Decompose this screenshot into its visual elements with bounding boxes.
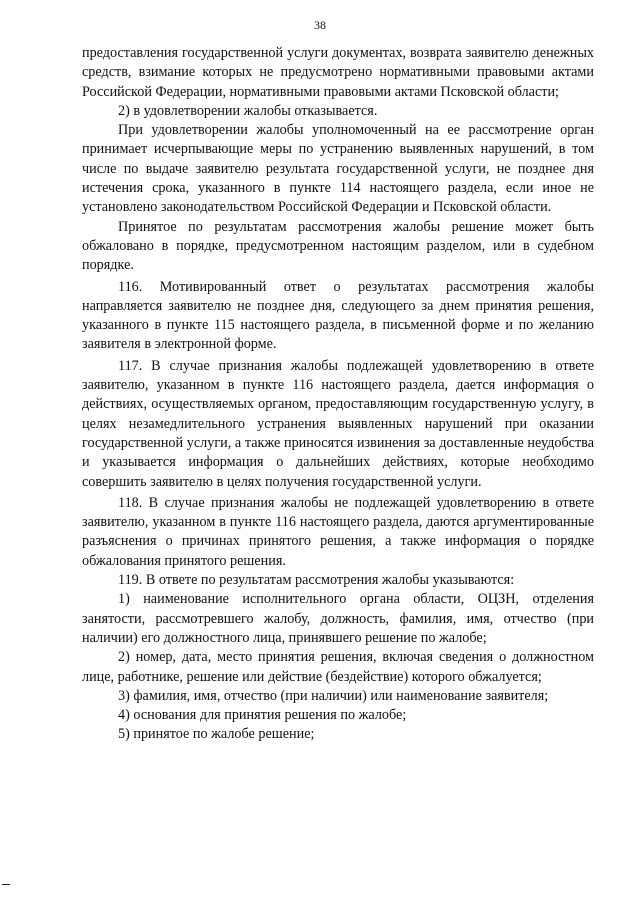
list-item-119-4: 4) основания для принятия решения по жалобе; — [118, 707, 407, 724]
paragraph-117: 117. В случае признания жалобы подлежащей удовлетворению в ответе заявителю, указанном в пункте 116 настоящего раздела, дается информация о действиях, осуществляемых органом, предоставляющим государственную услугу, в целях незамедлительного устранения выявленных нарушений при оказании государственной услуги, а также приносятся извинения за доставленные неудобства и указывается информация о дальнейших действиях, которые необходимо совершить заявителю в целях получения государственной услуги. — [82, 357, 594, 490]
scan-margin-mark — [2, 884, 10, 885]
paragraph-continuation: предоставления государственной услуги документах, возврата заявителю денежных средств, взимание которых не предусмотрено нормативными правовыми актами Российской Федерации, нормативными правовыми актами Псковской области; — [82, 45, 594, 100]
list-item-119-1: 1) наименование исполнительного органа области, ОЦЗН, отделения занятости, рассмотревшего жалобу, должность, фамилия, имя, отчество (при наличии) его должностного лица, принявшего решение по жалобе; — [82, 591, 594, 646]
list-item-119-3: 3) фамилия, имя, отчество (при наличии) или наименование заявителя; — [118, 687, 549, 704]
list-item-119-2: 2) номер, дата, место принятия решения, включая сведения о должностном лице, работнике, решение или действие (бездействие) которого обжалуется; — [82, 649, 594, 685]
page-number: 38 — [314, 18, 326, 32]
paragraph-item-2-refuse: 2) в удовлетворении жалобы отказывается. — [118, 102, 378, 119]
paragraph-satisfaction-measures: При удовлетворении жалобы уполномоченный на ее рассмотрение орган принимает исчерпывающие меры по устранению выявленных нарушений, в том числе по выдаче заявителю результата государственной услуги, не позднее дня истечения срока, указанного в пункте 114 настоящего раздела, если иное не установлено законодательством Российской Федерации и Псковской области. — [82, 122, 594, 216]
paragraph-119: 119. В ответе по результатам рассмотрения жалобы указываются: — [118, 572, 515, 589]
list-item-119-5: 5) принятое по жалобе решение; — [118, 726, 315, 743]
paragraph-118: 118. В случае признания жалобы не подлежащей удовлетворению в ответе заявителю, указанном в пункте 116 настоящего раздела, даются аргументированные разъяснения о причинах принятого решения, а также информация о порядке обжалования принятого решения. — [82, 494, 594, 569]
document-body — [82, 44, 594, 745]
paragraph-116: 116. Мотивированный ответ о результатах рассмотрения жалобы направляется заявителю не позднее дня, следующего за днем принятия решения, указанного в пункте 115 настоящего раздела, в письменной форме и по желанию заявителя в электронной форме. — [82, 278, 594, 353]
paragraph-appeal: Принятое по результатам рассмотрения жалобы решение может быть обжаловано в порядке, предусмотренном настоящим разделом, или в судебном порядке. — [82, 218, 594, 274]
